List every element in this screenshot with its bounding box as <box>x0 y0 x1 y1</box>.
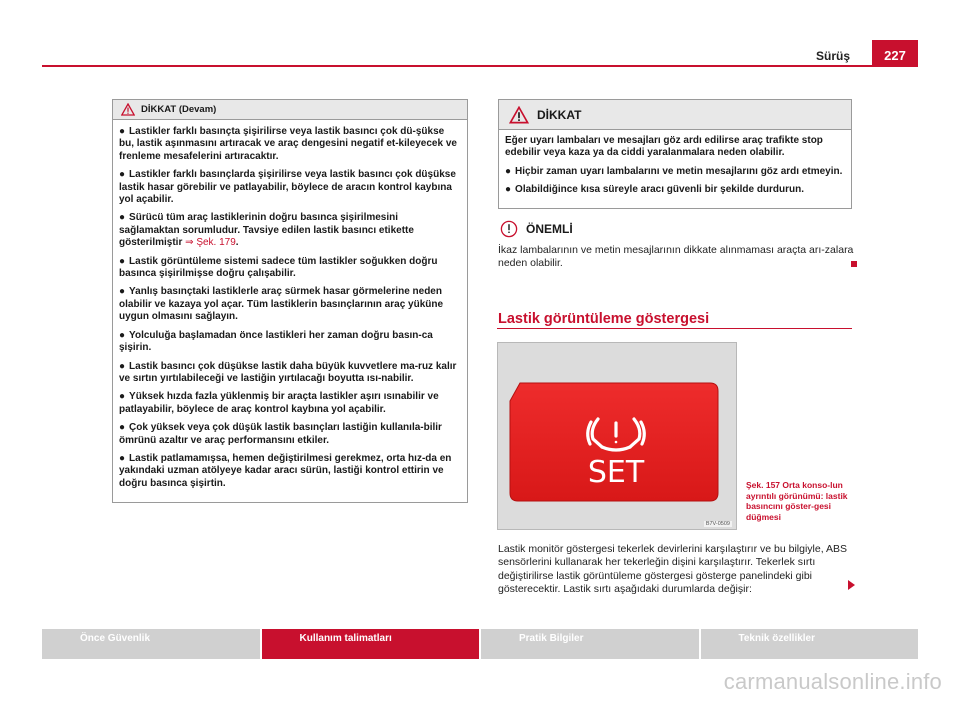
notice-title: ÖNEMLİ <box>526 222 573 236</box>
tab-once-guvenlik[interactable]: Önce Güvenlik <box>42 629 260 659</box>
notice-text: İkaz lambalarının ve metin mesajlarının dikkate alınmaması araçta arı-zalara neden olabilir. <box>498 244 854 269</box>
list-item: ● Yolculuğa başlamadan önce lastikleri her zaman doğru basın-ca şişirin. <box>119 329 433 354</box>
warning-box-title: DİKKAT (Devam) <box>141 104 217 115</box>
figure-code: B7V-0509 <box>705 521 730 527</box>
body-paragraph: Lastik monitör göstergesi tekerlek devirlerini karşılaştırır ve bu bilgiyle, ABS sensörlerini kullanarak her tekerleğin dişini karşılaştırır. Tekerlek sırtı değiştirilirse lastik görüntüleme göstergesi gösterge panelindeki gibi gösterecektir. Lastik sırtı aşağıdaki durumlarda değişir: <box>498 543 847 595</box>
notice-block <box>498 220 868 270</box>
chapter-tabs <box>42 629 918 659</box>
list-item: ● Lastikler farklı basınçlarda şişirilirse veya lastik basıncı çok düşükse lastik hasar görebilir ve patlayabilir, böylece de aracın kontrol kaybına yol açabilir. <box>119 169 456 206</box>
warning-box-header <box>499 100 851 130</box>
list-item: ● Lastik basıncı çok düşükse lastik daha büyük kuvvetlere ma-ruz kalır ve sırtın yırtılabileceği ve lastiğin yırtılacağı boyutta ısı-nabilir. <box>119 360 457 384</box>
section-heading: Lastik görüntüleme göstergesi <box>498 311 710 327</box>
set-button-label: SET <box>587 455 645 490</box>
cross-reference-link[interactable]: ⇒ Şek. 179 <box>185 237 236 249</box>
warning-triangle-icon <box>509 106 529 124</box>
tab-teknik-ozellikler[interactable]: Teknik özellikler <box>701 629 919 659</box>
warning-box-header <box>113 100 467 120</box>
list-item: ● Çok yüksek veya çok düşük lastik basınçları lastiğin kullanıla-bilir ömrünü azaltır ve araç performansını etkiler. <box>119 422 442 446</box>
section-end-marker <box>851 261 857 267</box>
list-item: ● Lastik görüntüleme sistemi sadece tüm lastikler soğukken doğru basınca şişirilmişse doğru çalışabilir. <box>119 255 438 280</box>
tab-pratik-bilgiler[interactable]: Pratik Bilgiler <box>481 629 699 659</box>
warning-triangle-icon <box>121 103 135 116</box>
page-number: 227 <box>872 40 918 67</box>
list-item: ● Sürücü tüm araç lastiklerinin doğru basınca şişirilmesini sağlamaktan sorumludur. Tavsiye edilen lastik basıncı etikette gösterilmiştir ⇒ Şek. 179. <box>119 212 414 249</box>
notice-header <box>498 220 868 238</box>
warning-box-body <box>113 120 467 490</box>
header-rule <box>42 65 918 67</box>
continue-arrow-icon <box>848 580 855 590</box>
watermark: carmanualsonline.info <box>723 669 942 694</box>
warning-intro: Eğer uyarı lambaları ve mesajları göz ardı edilirse araç trafikte stop edebilir veya kaza ya da ciddi yaralanmalara neden olabilir. <box>505 135 823 159</box>
figure-caption: Şek. 157 Orta konso-lun ayrıntılı görünümü: lastik basıncını göster-gesi düğmesi <box>746 480 848 522</box>
warning-box-continued <box>112 99 468 503</box>
list-item: ● Yüksek hızda fazla yüklenmiş bir araçta lastikler aşırı ısınabilir ve patlayabilir, böylece de araç kontrol kaybına yol açabilir. <box>119 391 439 415</box>
list-item: ● Hiçbir zaman uyarı lambalarını ve metin mesajlarını göz ardı etmeyin. <box>505 165 843 177</box>
tab-kullanim-talimatlari[interactable]: Kullanım talimatları <box>262 629 480 659</box>
warning-box-title: DİKKAT <box>537 107 582 122</box>
exclamation-circle-icon <box>500 220 518 238</box>
tpms-set-button-illustration <box>498 343 736 529</box>
section-rule <box>497 328 852 329</box>
list-item: ● Lastikler farklı basınçta şişirilirse veya lastik basıncı çok dü-şükse bu, lastik aşınmasını artıracak ve araç dengesini negatif et-kileyecek ve frenleme mesafelerini artıracaktır. <box>119 126 457 162</box>
list-item: ● Lastik patlamamışsa, hemen değiştirilmesi gerekmez, orta hız-da en yakındaki uzman atölyeye kadar aracı sürün, lastiği kontrol ettirin ve doğru basınca şişirtin. <box>119 452 452 489</box>
page-section-title: Sürüş <box>815 49 850 63</box>
list-item: ● Yanlış basınçtaki lastiklerle araç sürmek hasar görmelerine neden olabilir ve kazaya yol açar. Tüm lastiklerin basınçlarının araç yüküne uygun olmasını sağlayın. <box>119 286 444 323</box>
warning-box-body <box>499 130 851 197</box>
warning-box <box>498 99 852 209</box>
list-item: ● Olabildiğince kısa süreyle aracı güvenli bir şekilde durdurun. <box>505 184 805 196</box>
figure-tpms-button <box>497 342 737 530</box>
